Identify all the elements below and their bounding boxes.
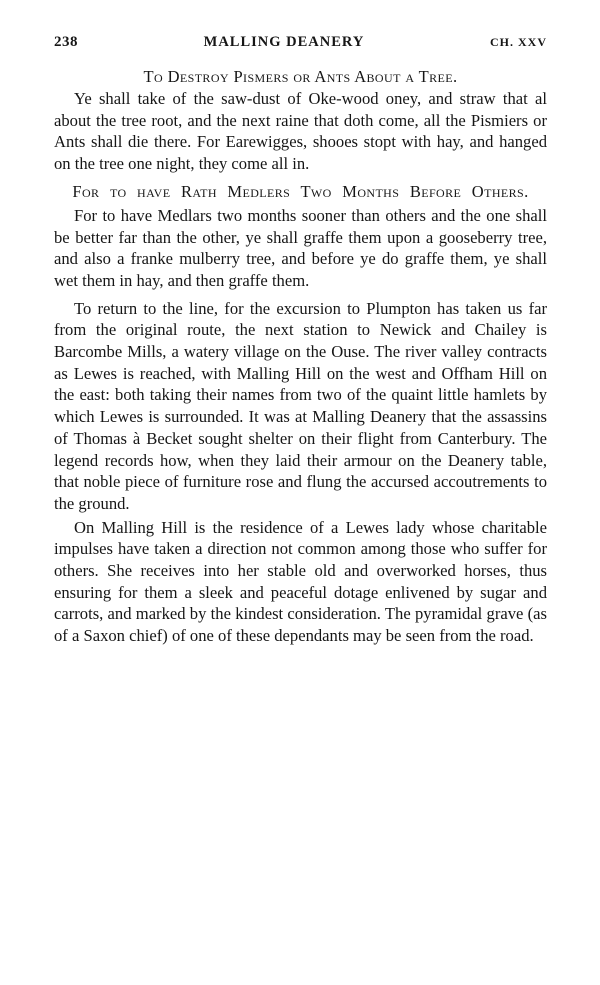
chapter-label: CH. XXV: [490, 35, 547, 49]
running-title: MALLING DEANERY: [203, 34, 365, 50]
page-number: 238: [54, 34, 78, 50]
running-header: [54, 34, 547, 56]
paragraph-malling-deanery: To return to the line, for the excursion to Plumpton has taken us far from the original route, the next station to Newick and Chailey is Barcombe Mills, a watery village on the Ouse. The river valley contracts as Lewes is reached, with Malling Hill on the west and Offham Hill on the east: both taking their names from two of the quaint little hamlets by which Lewes is surrounded. It was at Malling Deanery that the assassins of Thomas à Becket sought shelter on their flight from Canterbury. The legend records how, when they laid their armour on the Deanery table, that noble piece of furniture rose and flung the accursed accoutrements to the ground.: [54, 298, 547, 513]
paragraph-medlars: For to have Medlars two months sooner than others and the one shall be better far than the other, ye shall graffe them upon a gooseberry tree, and also a franke mulberry tree, and before ye do graffe them, ye shall wet them in hay, and then graffe them.: [54, 205, 547, 290]
paragraph-malling-hill: On Malling Hill is the residence of a Lewes lady whose charitable impulses have taken a direction not common among those who suffer for others. She receives into her stable old and overworked horses, thus ensuring for them a sleek and peaceful dotage enlivened by sugar and carrots, and marked by the kindest consideration. The pyramidal grave (as of a Saxon chief) of one of these dependants may be seen from the road.: [54, 517, 547, 646]
paragraph-ants: Ye shall take of the saw-dust of Oke-wood oney, and straw that al about the tree root, and the next raine that doth come, all the Pismiers or Ants shall die there. For Earewigges, shooes stopt with hay, and hanged on the tree one night, they come all in.: [54, 89, 547, 174]
book-page: [54, 34, 547, 647]
section-heading-ants: To Destroy Pismers or Ants About a Tree.: [143, 67, 458, 86]
section-heading-medlers: For to have Rath Medlers Two Months Before Others.: [72, 181, 529, 201]
